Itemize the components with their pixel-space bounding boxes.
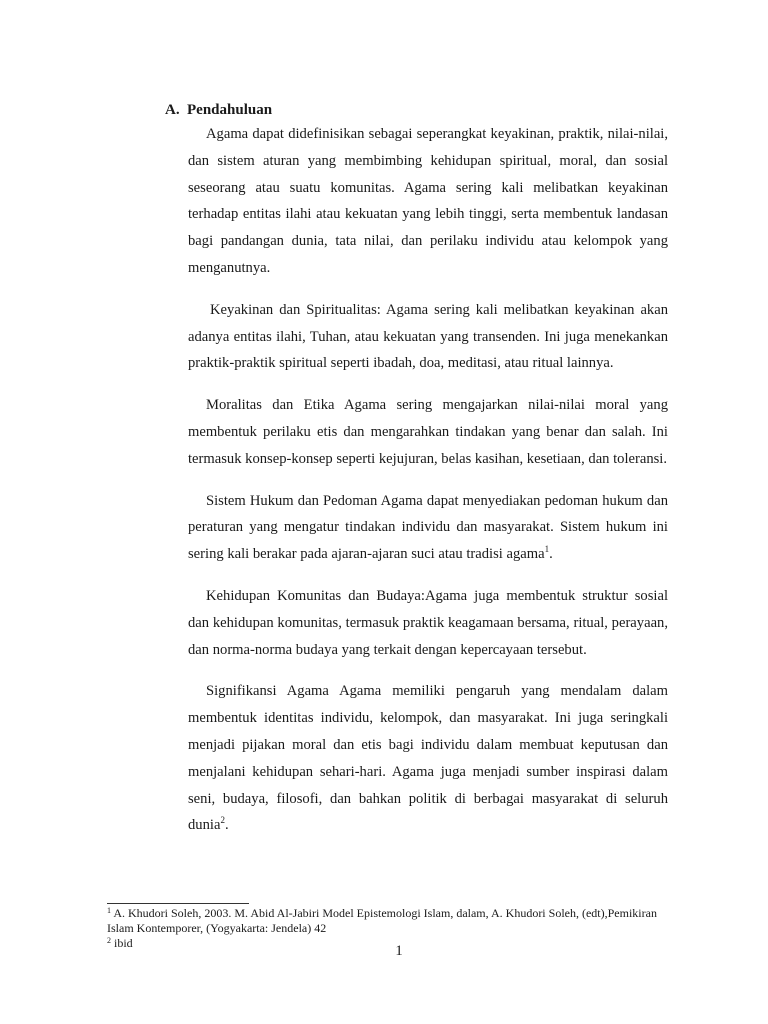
section-title: Pendahuluan [187, 102, 273, 118]
footnote-number: 1 [107, 906, 111, 915]
section-heading [165, 100, 272, 120]
paragraph-community-culture: Kehidupan Komunitas dan Budaya:Agama juga membentuk struktur sosial dan kehidupan komunitas, termasuk praktik keagamaan bersama, ritual, perayaan, dan norma-norma budaya yang terkait dengan kepercayaan tersebut. [188, 587, 668, 658]
footnote-ref-2[interactable]: 2 [220, 815, 225, 826]
footnote-separator [107, 903, 249, 904]
footnote-1 [107, 906, 667, 936]
footnote-text: ibid [111, 936, 133, 950]
footnote-number: 2 [107, 936, 111, 945]
section-number: A. [165, 102, 180, 118]
document-body [188, 121, 668, 839]
paragraph-belief-spirituality: Keyakinan dan Spiritualitas: Agama sering kali melibatkan keyakinan akan adanya entitas ilahi, Tuhan, atau kekuatan yang transenden. Ini juga menekankan praktik-praktik spiritual seperti ibadah, doa, meditasi, atau ritual lainnya. [188, 301, 668, 372]
page-number: 1 [395, 943, 403, 959]
paragraph-morality-ethics: Moralitas dan Etika Agama sering mengajarkan nilai-nilai moral yang membentuk perilaku etis dan mengarahkan tindakan yang benar dan salah. Ini termasuk konsep-konsep seperti kejujuran, belas kasihan, kesetiaan, dan toleransi. [188, 397, 668, 467]
paragraph-significance: Signifikansi Agama Agama memiliki pengaruh yang mendalam dalam membentuk identitas individu, kelompok, dan masyarakat. Ini juga seringkali menjadi pijakan moral dan etis bagi individu dalam membuat keputusan dan menjalani kehidupan sehari-hari. Agama juga menjadi sumber inspirasi dalam seni, budaya, filosofi, dan bahkan politik di berbagai masyarakat di seluruh dunia$^2$. [188, 683, 668, 834]
paragraph-intro: Agama dapat didefinisikan sebagai seperangkat keyakinan, praktik, nilai-nilai, dan sistem aturan yang membimbing kehidupan spiritual, moral, dan sosial seseorang atau suatu komunitas. Agama sering kali melibatkan keyakinan terhadap entitas ilahi atau kekuatan yang lebih tinggi, serta membentuk landasan bagi pandangan dunia, tata nilai, dan perilaku individu atau kelompok yang menganutnya. [188, 126, 668, 276]
footnote-ref-1[interactable]: 1 [544, 544, 550, 555]
paragraph-law-guidance: Sistem Hukum dan Pedoman Agama dapat menyediakan pedoman hukum dan peraturan yang mengatur tindakan individu dan masyarakat. Sistem hukum ini sering kali berakar pada ajaran-ajaran suci atau tradisi agama$^1$. [188, 492, 668, 563]
footnote-text: A. Khudori Soleh, 2003. M. Abid Al-Jabiri Model Epistemologi Islam, dalam, A. Khudori Soleh, (edt),Pemikiran Islam Kontemporer, (Yogyakarta: Jendela) 42 [107, 906, 657, 935]
